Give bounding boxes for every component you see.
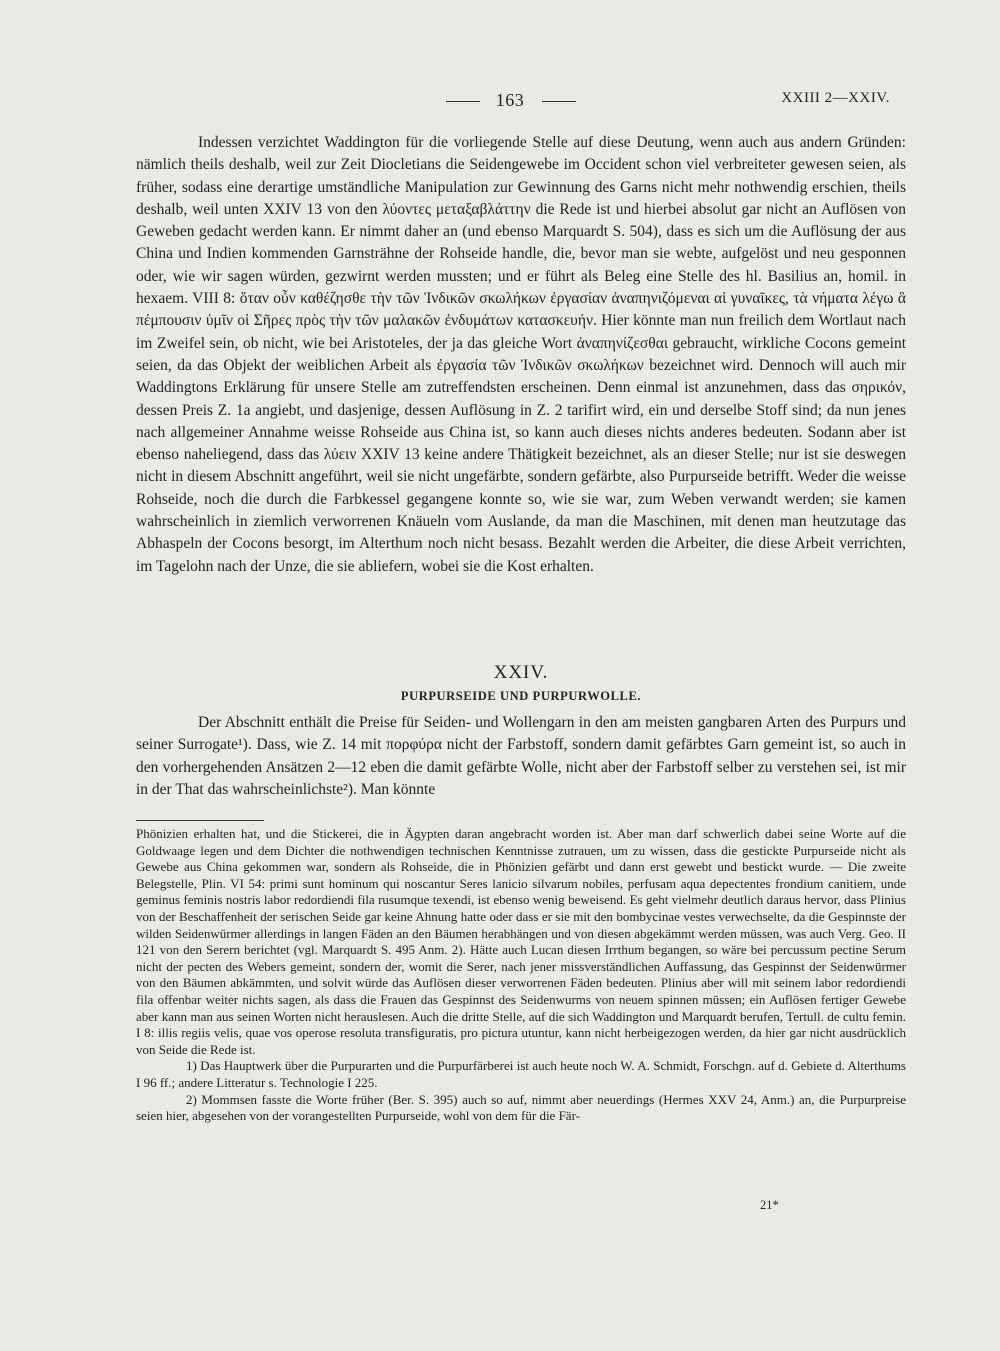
section-text [136,712,906,801]
section-number: XXIV. [493,662,549,683]
footnote-1: 1) Das Hauptwerk über die Purpurarten und die Purpurfärberei ist auch heute noch W. A. Schmidt, Forschgn. auf d. Gebiete d. Alterthums I 96 ff.; andere Litteratur s. Technologie I 225. [136,1058,906,1090]
paragraph: Indessen verzichtet Waddington für die vorliegende Stelle auf diese Deutung, wenn auch aus andern Gründen: nämlich theils deshalb, weil zur Zeit Diocletians die Seidengewebe im Occident schon viel verbreiteter gewesen seien, als früher, sodass eine derartige umständliche Manipulation zur Gewinnung des Garns nicht mehr nothwendig erschien, theils deshalb, weil unten XXIV 13 von den λύοντες μεταξαβλάττην die Rede ist und hierbei absolut gar nicht an Auflösen von Geweben gedacht werden kann. Er nimmt daher an (und ebenso Marquardt S. 504), dass es sich um die Auflösung der aus China und Indien kommenden Garnsträhne der Rohseide handle, die, bevor man sie webte, aufgelöst und neu gesponnen oder, wie wir sagen würden, gezwirnt werden mussten; und er führt als Beleg eine Stelle des hl. Basilius an, homil. in hexaem. VIII 8: ὅταν οὖν καθέζησθε τὴν τῶν Ἰνδικῶν σκωλήκων ἐργασίαν ἀναπηνιζόμεναι αἱ γυναῖκες, τὰ νήματα λέγω ἃ πέμπουσιν ὑμῖν οἱ Σῆρες πρὸς τὴν τῶν μαλακῶν ἐνδυμάτων κατασκευήν. Hier könnte man nun freilich dem Wortlaut nach im Zweifel sein, ob nicht, wie bei Aristoteles, der ja das gleiche Wort ἀναπηνίζεσθαι gebraucht, wirkliche Cocons gemeint seien, da das Objekt der weiblichen Arbeit als ἐργασία τῶν Ἰνδικῶν σκωλήκων bezeichnet wird. Dennoch will auch mir Waddingtons Erklärung für unsere Stelle am zutreffendsten erscheinen. Denn einmal ist anzunehmen, dass das σηρικόν, dessen Preis Z. 1a angiebt, und dasjenige, dessen Auflösung in Z. 2 tarifirt wird, ein und derselbe Stoff sind; da nun jenes nach allgemeiner Annahme weisse Rohseide aus China ist, so kann auch dieses nichts anderes bedeuten. Sodann aber ist ebenso naheliegend, dass das λύειν XXIV 13 keine andere Thätigkeit bezeichnet, als an dieser Stelle; nur ist sie deswegen nicht in diesem Abschnitt angeführt, weil sie nicht ungefärbte, sondern gefärbte, also Purpurseide betrifft. Weder die weisse Rohseide, noch die durch die Farbkessel gegangene konnte so, wie sie war, zum Weben verwandt werden; sie kamen wahrscheinlich in ziemlich verworrenen Knäueln vom Auslande, da man die Maschinen, mit denen man heutzutage das Abhaspeln der Cocons besorgt, im Alterthum noch nicht besass. Bezahlt werden die Arbeiter, die diese Arbeit verrichten, im Tagelohn nach der Unze, die sie abliefern, wobei sie die Kost erhalten. [136,134,906,575]
footnote-continued: Phönizien erhalten hat, und die Stickerei, die in Ägypten daran angebracht worden ist. Aber man darf schwerlich dabei seine Worte auf die Goldwaage legen und dem Dichter die nothwendigen technischen Kenntnisse zutrauen, um zu wissen, dass die gestickte Purpurseide nicht als Gewebe aus China gekommen war, sondern als Rohseide, die in Phönizien gefärbt und dann erst gewebt und bestickt wurde. — Die zweite Belegstelle, Plin. VI 54: primi sunt hominum qui noscantur Seres lanicio silvarum nobiles, perfusam aqua depectentes frondium canitiem, unde geminus feminis nostris labor redordiendi fila rusumque texendi, ist ebenso wenig beweisend. Es geht vielmehr deutlich daraus hervor, dass Plinius von der Beschaffenheit der serischen Seide gar keine Ahnung hatte oder dass er sie mit den bombycinae vestes verwechselte, da die Gespinnste der wilden Seidenwürmer allerdings in langen Fäden an den Bäumen herabhängen und von diesen abgekämmt werden müssen, was auch Verg. Geo. II 121 von den Serern berichtet (vgl. Marquardt S. 495 Anm. 2). Hätte auch Lucan diesen Irrthum begangen, so wäre bei percussum pectine Serum nicht der pecten des Webers gemeint, sondern der, womit die Serer, nach jener missverständlichen Auffassung, das Gespinnst der Seidenwürmer von den Bäumen abkämmten, und solvit würde das Auflösen dieser verworrenen Fäden bedeuten. Plinius aber will mit seinem labor redordiendi fila offenbar weiter nichts sagen, als dass die Frauen das Gespinnst des Seidenwurms von neuem spinnen müssen; ein Auflösen fertiger Gewebe aber kann man aus seinen Worten nicht herauslesen. Auch die dritte Stelle, auf die sich Waddington und Marquardt berufen, Tertull. de cultu femin. I 8: illis regiis velis, quae vos operose resoluta transfiguratis, pro pictura utuntur, kann nicht herbeigezogen werden, da hier gar nicht ausdrücklich von Seide die Rede ist. [136,826,906,1057]
printer-signature: 21* [760,1198,779,1212]
footnote-rule [136,820,264,821]
footnotes [136,826,906,1125]
footnote-2: 2) Mommsen fasste die Worte früher (Ber. S. 395) auch so auf, nimmt aber neuerdings (Hermes XXV 24, Anm.) an, die Purpurpreise seien hier, abgesehen von der vorangestellten Purpurseide, wohl von dem für die Fär- [136,1091,906,1124]
running-header [0,90,1000,114]
header-rule-right [542,101,576,102]
section-title: PURPURSEIDE UND PURPURWOLLE. [400,689,642,703]
page-number: 163 [495,90,525,110]
paragraph: Der Abschnitt enthält die Preise für Seiden- und Wollengarn in den am meisten gangbaren Arten des Purpurs und seiner Surrogate¹). Dass, wie Z. 14 mit πορφύρα nicht der Farbstoff, sondern damit gefärbtes Garn gemeint ist, so auch in den vorhergehenden Ansätzen 2—12 eben die damit gefärbte Wolle, nicht aber der Farbstoff selber zu verstehen sei, ist mir in der That das wahrscheinlichste²). Man könnte [136,714,906,798]
section-reference: XXIII 2—XXIV. [781,90,890,106]
main-text [136,132,906,578]
